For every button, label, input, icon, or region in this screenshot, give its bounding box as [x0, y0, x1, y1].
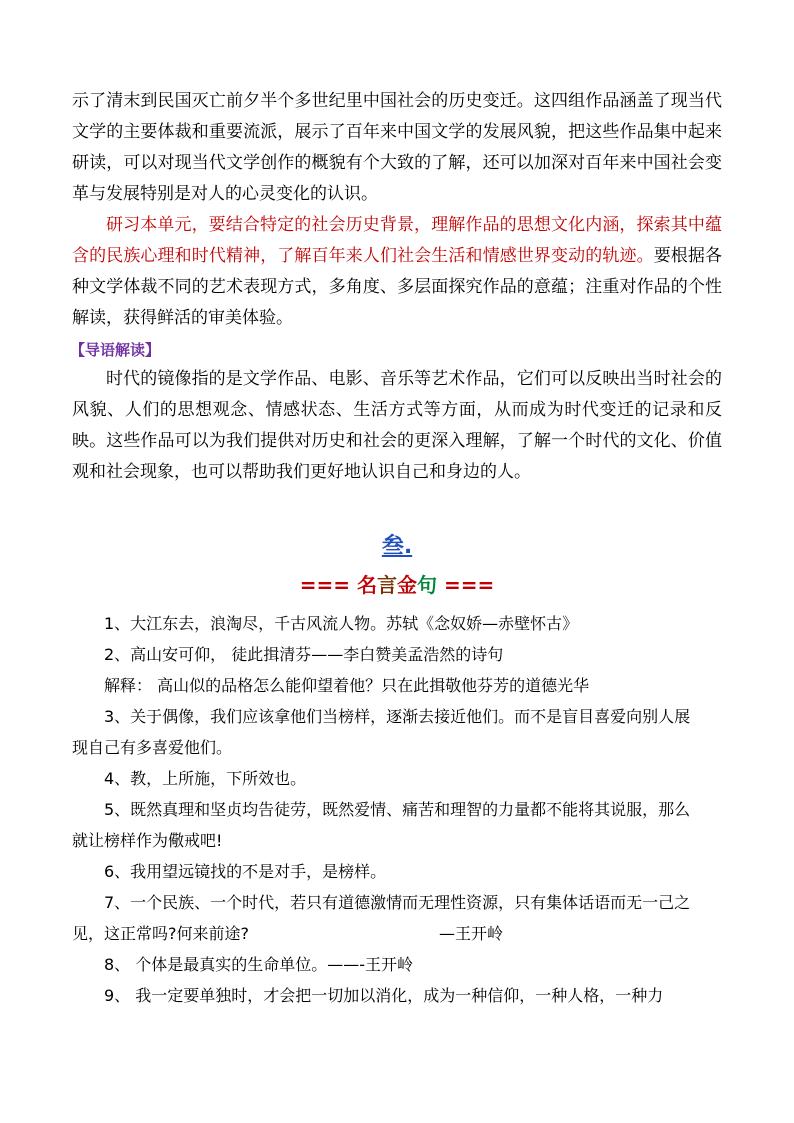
- study-guidance-red-text: 研习本单元，要结合特定的社会历史背景，理解作品的思想文化内涵，探索其中蕴含的民族心理和时代精神，了解百年来人们社会生活和情感世界变动的轨迹。: [72, 215, 722, 266]
- document-page: [72, 86, 722, 1011]
- quote-9: 9、 我一定要单独时，才会把一切加以消化，成为一种信仰，一种人格，一种力: [104, 986, 664, 1005]
- study-guidance-black-text: 要根据各种文学体裁不同的艺术表现方式，多角度、多层面探究作品的意蕴；注重对作品的个性解读，获得鲜活的审美体验。: [72, 246, 723, 328]
- spacer: [72, 488, 722, 532]
- banner-char-4: 句: [417, 573, 437, 597]
- quote-8: 8、 个体是最真实的生命单位。——-王开岭: [104, 955, 414, 974]
- quote-7-line-2-text: 见，这正常吗?何来前途?: [72, 924, 249, 943]
- guide-heading: 【导语解读】: [70, 341, 161, 359]
- quote-7-attribution: —王开岭: [439, 924, 504, 943]
- banner-char-3: 金: [397, 573, 417, 597]
- quote-6: 6、我用望远镜找的不是对手，是榜样。: [104, 862, 387, 881]
- quote-5-line-1: 5、既然真理和坚贞均告徒劳，既然爱情、痛苦和理智的力量都不能将其说服，那么: [104, 800, 691, 819]
- famous-quotes-banner: [72, 568, 722, 602]
- quote-3-line-2: 现自己有多喜爱他们。: [72, 738, 233, 757]
- banner-left-equals: ===: [299, 573, 351, 597]
- quote-1: 1、大江东去，浪淘尽，千古风流人物。苏轼《念奴娇—赤壁怀古》: [104, 614, 579, 633]
- quote-7-line-2: [72, 918, 722, 949]
- banner-char-1: 名: [357, 573, 377, 597]
- quote-4: 4、教，上所施，下所效也。: [104, 769, 307, 788]
- study-guidance-paragraph: [72, 210, 722, 334]
- quote-7-line-1: 7、一个民族、一个时代，若只有道德激情而无理性资源，只有集体话语而无一己之: [104, 893, 691, 912]
- banner-right-equals: ===: [443, 573, 495, 597]
- quote-5-line-2: 就让榜样作为儆戒吧!: [72, 831, 223, 850]
- intro-paragraph: 示了清末到民国灭亡前夕半个多世纪里中国社会的历史变迁。这四组作品涵盖了现当代文学的主要体裁和重要流派，展示了百年来中国文学的发展风貌，把这些作品集中起来研读，可以对现当代文学创作的概貌有个大致的了解，还可以加深对百年来中国社会变革与发展特别是对人的心灵变化的认识。: [72, 91, 722, 204]
- section-number-title: 叁.: [381, 534, 413, 559]
- quote-2: 2、高山安可仰， 徒此揖清芬——李白赞美孟浩然的诗句: [104, 645, 504, 664]
- quote-2-explanation: 解释： 高山似的品格怎么能仰望着他？只在此揖敬他芬芳的道德光华: [104, 676, 590, 695]
- quote-3-line-1: 3、关于偶像，我们应该拿他们当榜样，逐渐去接近他们。而不是盲目喜爱向别人展: [104, 707, 691, 726]
- guide-paragraph: 时代的镜像指的是文学作品、电影、音乐等艺术作品，它们可以反映出当时社会的风貌、人们的思想观念、情感状态、生活方式等方面，从而成为时代变迁的记录和反映。这些作品可以为我们提供对历史和社会的更深入理解，了解一个时代的文化、价值观和社会现象，也可以帮助我们更好地认识自己和身边的人。: [72, 369, 722, 482]
- banner-char-2: 言: [377, 573, 397, 597]
